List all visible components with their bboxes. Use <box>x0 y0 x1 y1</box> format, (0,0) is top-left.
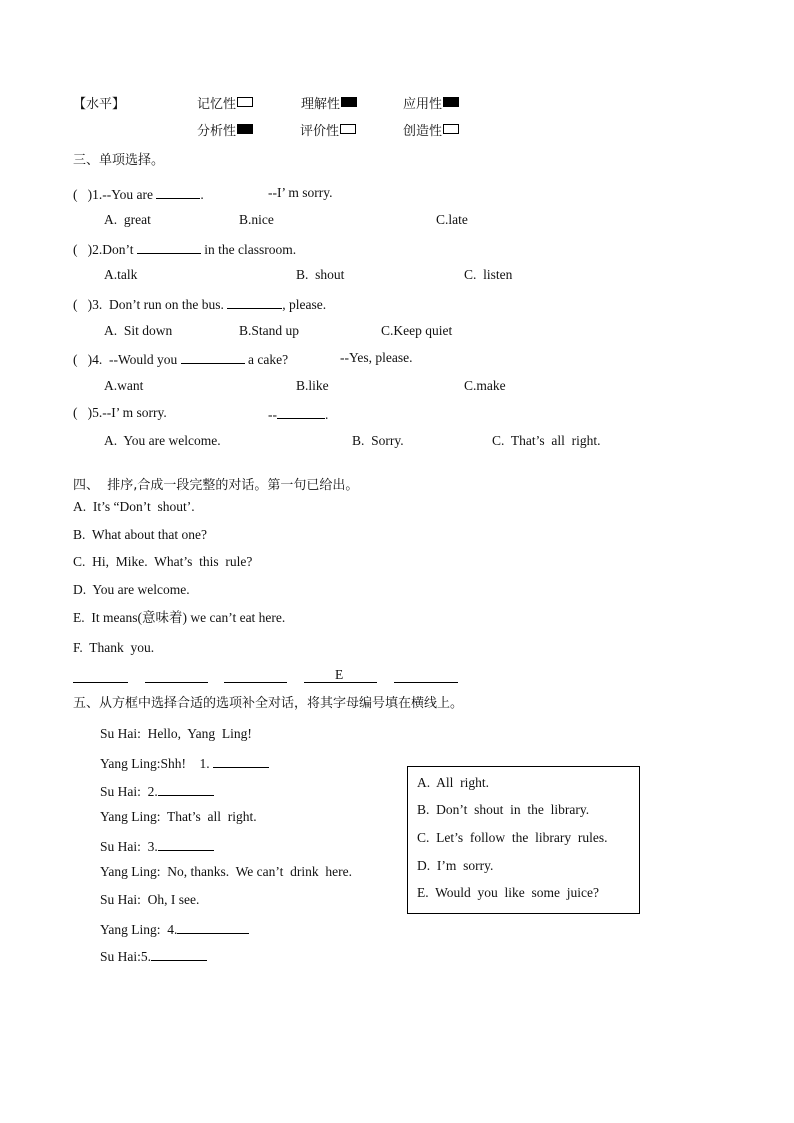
dialogue-line-5: Su Hai: 3. <box>100 837 214 855</box>
sort-item-e: E. It means(意味着) we can’t eat here. <box>73 610 286 625</box>
question-5: ( )5.--I’ m sorry. <box>73 405 167 420</box>
answer-blank[interactable] <box>227 295 282 309</box>
checkbox-icon <box>340 124 356 134</box>
box-option-a: A. All right. <box>417 775 490 790</box>
dialogue-line-6: Yang Ling: No, thanks. We can’t drink here. <box>100 864 353 879</box>
sequence-blank-2[interactable] <box>145 682 208 683</box>
question-3-option-b: B.Stand up <box>239 323 300 338</box>
question-1-option-c: C.late <box>436 212 468 227</box>
question-2-option-a: A.talk <box>104 267 138 282</box>
box-option-b: B. Don’t shout in the library. <box>417 802 590 817</box>
answer-blank[interactable] <box>137 240 201 254</box>
question-2-option-c: C. listen <box>464 267 513 282</box>
question-4-reply: --Yes, please. <box>340 350 413 365</box>
box-option-d: D. I’m sorry. <box>417 858 494 873</box>
sequence-blank-3[interactable] <box>224 682 287 683</box>
sort-item-b: B. What about that one? <box>73 527 207 542</box>
question-1-reply: --I’ m sorry. <box>268 185 333 200</box>
question-4: ( )4. --Would you a cake? <box>73 352 289 367</box>
question-1: ( )1.--You are . <box>73 187 204 202</box>
level-item-evaluation: 评价性 <box>300 124 356 140</box>
dialogue-line-8: Yang Ling: 4. <box>100 920 249 938</box>
checkbox-icon <box>237 97 253 107</box>
answer-blank[interactable] <box>151 947 207 961</box>
question-3-option-a: A. Sit down <box>104 323 173 338</box>
answer-blank[interactable] <box>213 754 269 768</box>
question-2: ( )2.Don’t in the classroom. <box>73 242 297 257</box>
question-1-option-a: A. great <box>104 212 151 227</box>
sort-item-f: F. Thank you. <box>73 640 155 655</box>
answer-blank[interactable] <box>158 782 214 796</box>
level-item-memory: 记忆性 <box>197 97 253 113</box>
question-4-option-c: C.make <box>464 378 506 393</box>
level-item-creation: 创造性 <box>403 124 459 140</box>
section-3-title: 三、单项选择。 <box>73 153 165 168</box>
level-item-understanding: 理解性 <box>301 97 357 113</box>
box-option-c: C. Let’s follow the library rules. <box>417 830 608 845</box>
sequence-blank-1[interactable] <box>73 682 128 683</box>
answer-blank[interactable] <box>181 350 245 364</box>
question-3-option-c: C.Keep quiet <box>381 323 453 338</box>
dialogue-line-2: Yang Ling:Shh! 1. <box>100 754 269 772</box>
sequence-given-answer: E <box>335 667 344 682</box>
question-3: ( )3. Don’t run on the bus. , please. <box>73 297 327 312</box>
section-5-title: 五、从方框中选择合适的选项补全对话，将其字母编号填在横线上。 <box>73 696 464 711</box>
question-5-reply: -- . <box>268 407 329 422</box>
sequence-blank-5[interactable] <box>394 682 458 683</box>
checkbox-icon <box>443 124 459 134</box>
question-5-option-c: C. That’s all right. <box>492 433 601 448</box>
question-5-option-a: A. You are welcome. <box>104 433 221 448</box>
question-4-option-b: B.like <box>296 378 329 393</box>
dialogue-line-1: Su Hai: Hello, Yang Ling! <box>100 726 252 741</box>
checkbox-filled-icon <box>341 97 357 107</box>
answer-blank[interactable] <box>158 837 214 851</box>
level-item-analysis: 分析性 <box>197 124 253 140</box>
question-2-option-b: B. shout <box>296 267 345 282</box>
checkbox-filled-icon <box>443 97 459 107</box>
question-5-option-b: B. Sorry. <box>352 433 404 448</box>
checkbox-filled-icon <box>237 124 253 134</box>
dialogue-line-3: Su Hai: 2. <box>100 782 214 800</box>
answer-blank[interactable] <box>156 185 200 199</box>
dialogue-line-4: Yang Ling: That’s all right. <box>100 809 257 824</box>
answer-blank[interactable] <box>277 405 325 419</box>
sort-item-d: D. You are welcome. <box>73 582 190 597</box>
box-option-e: E. Would you like some juice? <box>417 885 600 900</box>
sort-item-c: C. Hi, Mike. What’s this rule? <box>73 554 253 569</box>
dialogue-line-7: Su Hai: Oh, I see. <box>100 892 200 907</box>
level-label: 【水平】 <box>73 97 126 112</box>
dialogue-line-9: Su Hai:5. <box>100 947 207 965</box>
sort-item-a: A. It’s “Don’t shout’. <box>73 499 195 514</box>
question-1-option-b: B.nice <box>239 212 274 227</box>
question-4-option-a: A.want <box>104 378 144 393</box>
section-4-title: 四、 排序,合成一段完整的对话。第一句已给出。 <box>73 478 359 493</box>
answer-blank[interactable] <box>177 920 249 934</box>
level-item-application: 应用性 <box>403 97 459 113</box>
